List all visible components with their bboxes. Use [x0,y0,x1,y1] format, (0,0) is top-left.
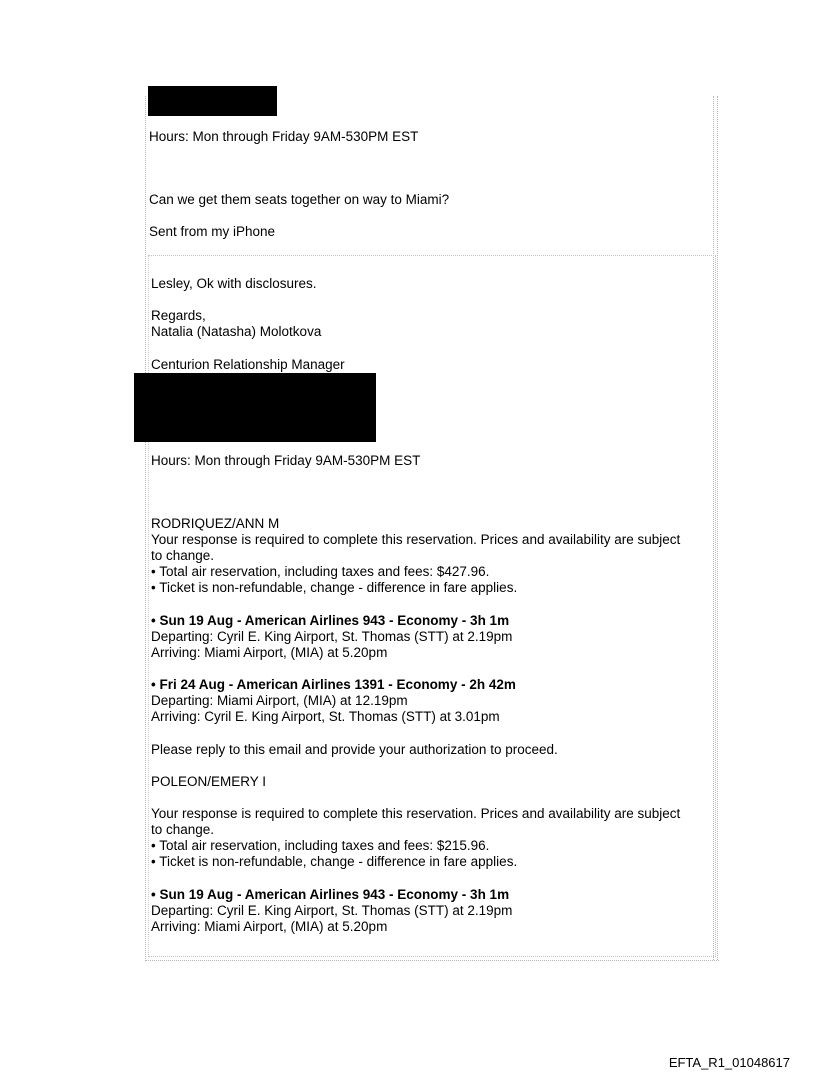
r1-flight1-heading: • Sun 19 Aug - American Airlines 943 - Economy - 3h 1m [151,613,510,628]
redaction-block-middle [134,373,376,442]
r2-total: • Total air reservation, including taxes and fees: $215.96. [151,838,490,853]
r2-notice-line2: to change. [151,822,215,837]
r2-flight1-heading: • Sun 19 Aug - American Airlines 943 - Economy - 3h 1m [151,887,510,902]
r1-total: • Total air reservation, including taxes and fees: $427.96. [151,564,490,579]
outer-signature: Sent from my iPhone [149,224,276,239]
r1-passenger: RODRIQUEZ/ANN M [151,516,280,531]
r2-flight1-arriving: Arriving: Miami Airport, (MIA) at 5.20pm [151,919,388,934]
r1-flight2-arriving: Arriving: Cyril E. King Airport, St. Thomas (STT) at 3.01pm [151,709,500,724]
r1-ticket: • Ticket is non-refundable, change - difference in fare applies. [151,580,518,595]
r1-notice-line2: to change. [151,548,215,563]
inner-regards: Regards, [151,308,206,323]
r1-reply-request: Please reply to this email and provide your authorization to proceed. [151,742,558,757]
inner-sender-title: Centurion Relationship Manager [151,357,345,372]
r1-flight1-arriving: Arriving: Miami Airport, (MIA) at 5.20pm [151,645,388,660]
outer-hours: Hours: Mon through Friday 9AM-530PM EST [149,129,419,144]
inner-hours: Hours: Mon through Friday 9AM-530PM EST [151,453,421,468]
r2-ticket: • Ticket is non-refundable, change - difference in fare applies. [151,854,518,869]
r2-passenger: POLEON/EMERY I [151,774,267,789]
inner-greeting: Lesley, Ok with disclosures. [151,276,317,291]
bates-number: EFTA_R1_01048617 [668,1055,790,1070]
r2-flight1-departing: Departing: Cyril E. King Airport, St. Thomas (STT) at 2.19pm [151,903,513,918]
r1-flight2-departing: Departing: Miami Airport, (MIA) at 12.19pm [151,693,408,708]
outer-question: Can we get them seats together on way to Miami? [149,192,450,207]
inner-sender-name: Natalia (Natasha) Molotkova [151,324,322,339]
redaction-block-top [148,86,277,116]
r2-notice-line1: Your response is required to complete this reservation. Prices and availability are subject [151,806,681,821]
r1-notice-line1: Your response is required to complete this reservation. Prices and availability are subject [151,532,681,547]
r1-flight2-heading: • Fri 24 Aug - American Airlines 1391 - Economy - 2h 42m [151,677,516,692]
r1-flight1-departing: Departing: Cyril E. King Airport, St. Thomas (STT) at 2.19pm [151,629,513,644]
